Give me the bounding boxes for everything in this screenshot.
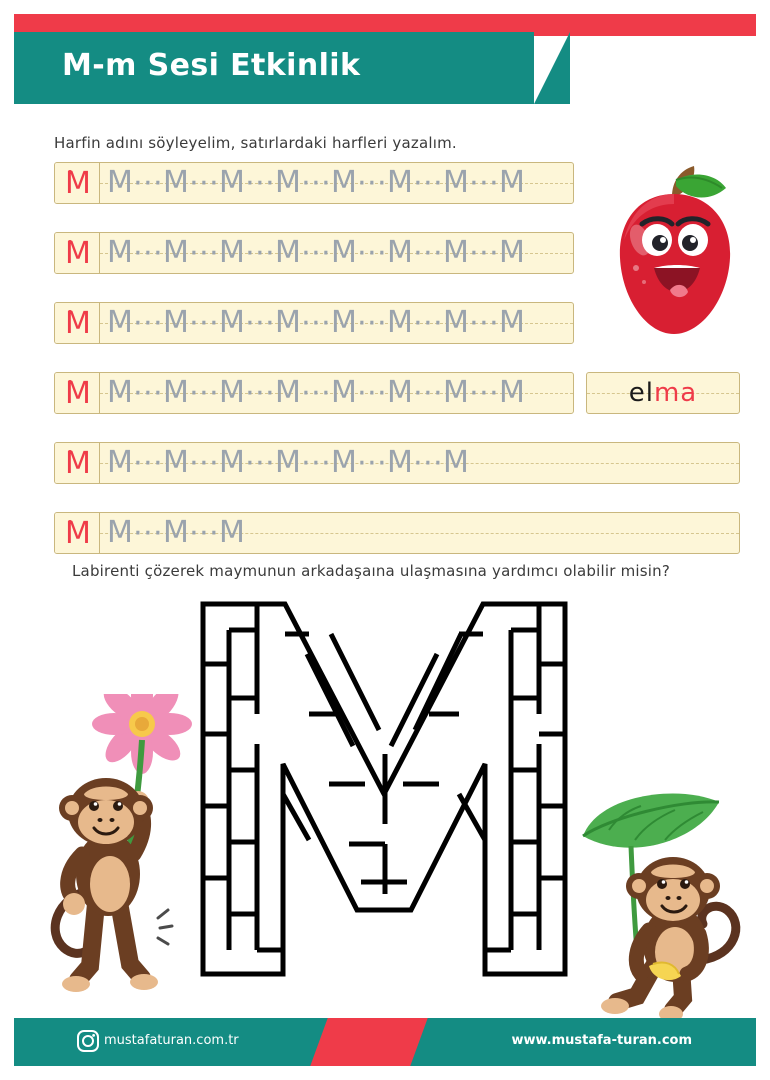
word-text <box>629 375 698 411</box>
model-letter-box <box>55 303 100 343</box>
ghost-letter: M <box>499 235 525 270</box>
ghost-letter: M <box>499 305 525 340</box>
footer-instagram-handle[interactable]: mustafaturan.com.tr <box>104 1033 239 1048</box>
word-highlight: ma <box>653 378 698 408</box>
ghost-letter: M <box>499 375 525 410</box>
page-header <box>14 14 756 114</box>
ghost-letters <box>107 374 555 412</box>
footer-red-accent <box>310 1018 427 1066</box>
ghost-letter: M⋯ <box>331 165 387 200</box>
ghost-letter: M⋯ <box>163 375 219 410</box>
ghost-letter: M⋯ <box>107 305 163 340</box>
ghost-letter: M⋯ <box>443 235 499 270</box>
ghost-letter: M⋯ <box>163 445 219 480</box>
ghost-letter: M⋯ <box>331 305 387 340</box>
model-letter: M <box>65 376 91 411</box>
ghost-letter: M⋯ <box>443 165 499 200</box>
trace-row[interactable] <box>54 162 574 204</box>
worksheet-sheet <box>14 14 756 1066</box>
ghost-letter: M⋯ <box>107 375 163 410</box>
ghost-letter: M⋯ <box>275 165 331 200</box>
ghost-letters <box>107 234 555 272</box>
ghost-letter: M⋯ <box>275 235 331 270</box>
instruction-line-2: Labirenti çözerek maymunun arkadaşaına ulaşmasına yardımcı olabilir misin? <box>72 562 671 580</box>
ghost-letter: M⋯ <box>387 445 443 480</box>
ghost-letter: M⋯ <box>163 165 219 200</box>
apple-icon <box>610 164 740 354</box>
instagram-icon[interactable] <box>76 1029 100 1053</box>
ghost-letter: M⋯ <box>107 445 163 480</box>
monkey-right-illustration <box>569 784 756 1034</box>
model-letter-box <box>55 443 100 483</box>
model-letter-box <box>55 163 100 203</box>
letter-m-maze-icon <box>189 594 579 984</box>
model-letter: M <box>65 166 91 201</box>
monkey-left-illustration <box>34 694 224 1004</box>
ghost-letter: M⋯ <box>275 305 331 340</box>
model-letter-box <box>55 513 100 553</box>
ghost-letter: M⋯ <box>443 305 499 340</box>
model-letter: M <box>65 236 91 271</box>
ghost-letter: M⋯ <box>387 305 443 340</box>
model-letter-box <box>55 373 100 413</box>
ghost-letter: M⋯ <box>219 165 275 200</box>
page-title: M-m Sesi Etkinlik <box>62 48 361 83</box>
trace-row[interactable] <box>54 512 740 554</box>
ghost-letter: M⋯ <box>219 445 275 480</box>
ghost-letter: M <box>443 445 469 480</box>
ghost-letters <box>107 304 555 342</box>
model-letter: M <box>65 306 91 341</box>
ghost-letter: M⋯ <box>219 235 275 270</box>
model-letter: M <box>65 516 91 551</box>
ghost-letter: M⋯ <box>387 375 443 410</box>
ghost-letter: M⋯ <box>443 375 499 410</box>
word-box[interactable] <box>586 372 740 414</box>
ghost-letter: M⋯ <box>331 375 387 410</box>
trace-row[interactable] <box>54 442 740 484</box>
ghost-letter: M⋯ <box>331 445 387 480</box>
ghost-letter: M⋯ <box>219 305 275 340</box>
ghost-letters <box>107 514 275 552</box>
trace-row[interactable] <box>54 372 574 414</box>
ghost-letter: M⋯ <box>219 375 275 410</box>
ghost-letters <box>107 164 555 202</box>
trace-row[interactable] <box>54 232 574 274</box>
maze-puzzle[interactable] <box>189 594 579 984</box>
ghost-letter: M <box>219 515 245 550</box>
ghost-letter: M⋯ <box>107 515 163 550</box>
ghost-letter: M⋯ <box>163 235 219 270</box>
ghost-letter: M⋯ <box>387 165 443 200</box>
ghost-letters <box>107 444 499 482</box>
ghost-letter: M⋯ <box>331 235 387 270</box>
trace-row[interactable] <box>54 302 574 344</box>
footer-website[interactable]: www.mustafa-turan.com <box>511 1033 692 1048</box>
instruction-line-1: Harfin adını söyleyelim, satırlardaki harfleri yazalım. <box>54 134 457 152</box>
ghost-letter: M⋯ <box>107 165 163 200</box>
ghost-letter: M⋯ <box>163 515 219 550</box>
apple-illustration <box>610 164 740 354</box>
model-letter: M <box>65 446 91 481</box>
monkey-with-flower-icon <box>34 694 224 1004</box>
header-teal-underbar <box>14 88 454 104</box>
ghost-letter: M⋯ <box>387 235 443 270</box>
ghost-letter: M <box>499 165 525 200</box>
model-letter-box <box>55 233 100 273</box>
monkey-with-leaf-umbrella-icon <box>569 784 756 1034</box>
word-prefix: el <box>628 378 654 408</box>
ghost-letter: M⋯ <box>275 445 331 480</box>
ghost-letter: M⋯ <box>163 305 219 340</box>
ghost-letter: M⋯ <box>107 235 163 270</box>
page-footer <box>14 1018 756 1066</box>
ghost-letter: M⋯ <box>275 375 331 410</box>
